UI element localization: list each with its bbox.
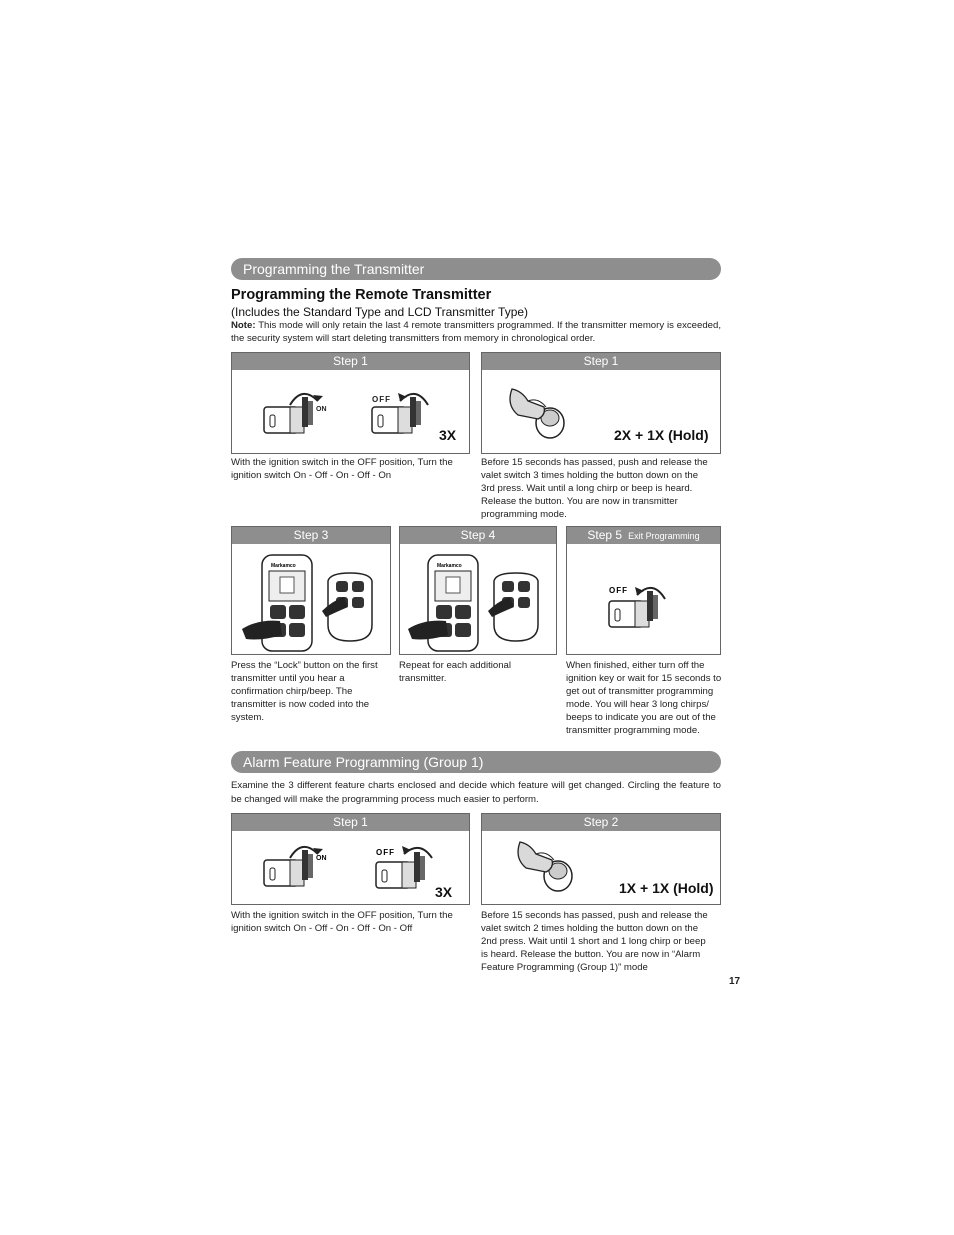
remote-transmitter-icon <box>400 545 556 655</box>
step-sublabel: Exit Programming <box>628 531 700 541</box>
section-bar-programming-transmitter <box>231 258 721 280</box>
svg-text:Markamco: Markamco <box>437 563 462 569</box>
step-caption: With the ignition switch in the OFF position, Turn the ignition switch On - Off - On - Off - On - Off <box>231 910 453 934</box>
ignition-key-on-icon <box>264 394 323 433</box>
press-count: 2X + 1X (Hold) <box>614 427 709 443</box>
step-caption: Press the “Lock” button on the first transmitter until you hear a confirmation chirp/beep. The transmitter is now coded into the system. <box>231 660 378 723</box>
step-caption: Repeat for each additional transmitter. <box>399 660 512 684</box>
svg-text:OFF: OFF <box>376 848 395 857</box>
page-number: 17 <box>729 976 741 987</box>
svg-text:Markamco: Markamco <box>271 563 296 569</box>
note-label: Note: <box>231 320 256 331</box>
step-box-press-lock <box>231 526 391 655</box>
section-bar-alarm-feature <box>231 751 721 773</box>
section-title: Alarm Feature Programming (Group 1) <box>243 754 484 770</box>
step-caption: When finished, either turn off the ignition key or wait for 15 seconds to get out of transmitter programming mode. You will hear 3 long chirps/ beeps to indicate you are out of the transmitter programming mode. <box>566 660 722 736</box>
heading-programming-remote: Programming the Remote Transmitter <box>231 287 492 303</box>
svg-text:OFF: OFF <box>372 395 391 404</box>
note-paragraph <box>231 319 721 345</box>
step-box-ignition <box>231 813 470 905</box>
step-label: Step 1 <box>232 353 469 370</box>
step-label: Step 1 <box>232 814 469 831</box>
lcd-transmitter-icon <box>232 545 390 655</box>
step-box-exit <box>566 526 721 655</box>
svg-text:ON: ON <box>316 406 327 413</box>
section-title: Programming the Transmitter <box>243 261 425 277</box>
step-label-row <box>567 527 720 544</box>
step-label: Step 1 <box>482 353 720 370</box>
ignition-key-on-icon <box>264 847 323 886</box>
note-text: This mode will only retain the last 4 remote transmitters programmed. If the transmitter memory is exceeded, the security system will start deleting transmitters from memory in chronological order. <box>231 320 722 344</box>
svg-text:OFF: OFF <box>609 586 628 595</box>
step-label: Step 4 <box>400 527 556 544</box>
step-box-ignition <box>231 352 470 454</box>
ignition-key-off-icon <box>567 545 720 655</box>
step-caption: Before 15 seconds has passed, push and release the valet switch 2 times holding the button down on the 2nd press. Wait until 1 short and 1 long chirp or beep is heard. Release the button. You are now in “Alarm Feature Programming (Group 1)” mode <box>481 910 708 973</box>
subheading-transmitter-types: (Includes the Standard Type and LCD Transmitter Type) <box>231 305 529 319</box>
step-caption: With the ignition switch in the OFF position, Turn the ignition switch On - Off - On - Off - On <box>231 457 453 481</box>
repeat-count: 3X <box>435 884 453 900</box>
step-label: Step 2 <box>482 814 720 831</box>
step-caption: Before 15 seconds has passed, push and release the valet switch 3 times holding the button down on the 3rd press. Wait until a long chirp or beep is heard. Release the button. You are now in transmitter programming mode. <box>481 457 708 520</box>
repeat-count: 3X <box>439 427 457 443</box>
press-count: 1X + 1X (Hold) <box>619 880 714 896</box>
svg-text:ON: ON <box>316 855 327 862</box>
step-box-repeat <box>399 526 557 655</box>
ignition-key-icon <box>232 371 469 453</box>
step-box-valet <box>481 813 721 905</box>
step-box-valet <box>481 352 721 454</box>
step-label: Step 5 <box>587 528 623 542</box>
step-label: Step 3 <box>232 527 390 544</box>
ignition-key-icon <box>232 832 469 904</box>
intro-paragraph: Examine the 3 different feature charts enclosed and decide which feature will get changed. Circling the feature to be changed will make the programming process much easier to perform. <box>231 780 721 805</box>
